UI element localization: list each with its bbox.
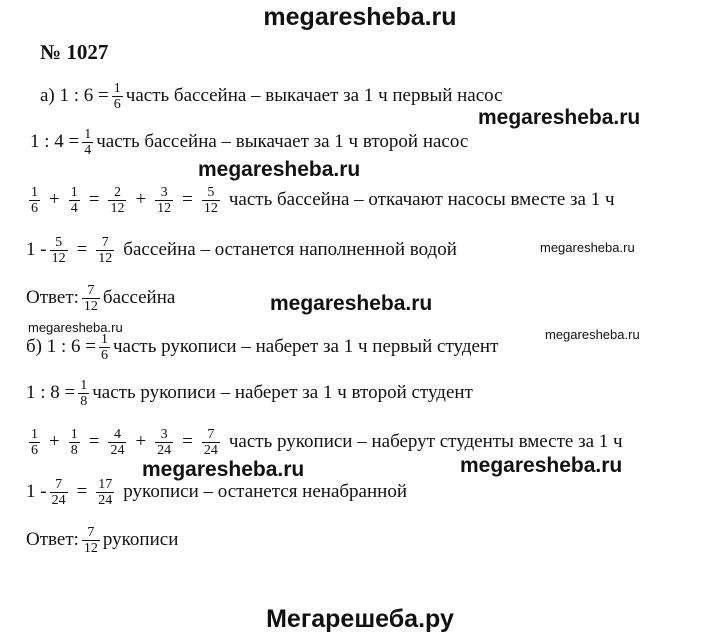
- part-b-answer: [26, 518, 178, 562]
- fraction: $\frac{4}{24}$: [110, 426, 125, 458]
- equals-sign: =: [182, 189, 193, 210]
- watermark: megaresheba.ru: [460, 454, 623, 477]
- site-footer-watermark: Мегарешеба.ру: [266, 605, 454, 633]
- fraction: $\frac{1}{6}$: [31, 426, 38, 458]
- part-a-line-4-text: бассейна – останется наполненной водой: [123, 239, 457, 260]
- fraction: $\frac{3}{24}$: [157, 426, 172, 458]
- part-a-line-2-prefix: 1 : 4 =: [30, 131, 80, 152]
- part-a-line-1-text: часть бассейна – выкачает за 1 ч первый насос: [125, 85, 503, 106]
- part-a-line-3: [26, 178, 615, 222]
- fraction: $\frac{2}{12}$: [110, 184, 125, 216]
- fraction: $\frac{1}{6}$: [31, 184, 38, 216]
- fraction: $\frac{1}{8}$: [70, 426, 78, 458]
- part-b-line-1-text: часть рукописи – наберет за 1 ч первый студент: [113, 336, 499, 357]
- fraction: $\frac{1}{6}$: [101, 331, 108, 363]
- watermark: megaresheba.ru: [478, 106, 641, 129]
- fraction: $\frac{3}{12}$: [157, 184, 172, 216]
- plus-sign: +: [49, 431, 60, 452]
- part-b-line-2-prefix: 1 : 8 =: [26, 382, 76, 403]
- equals-sign: =: [182, 431, 193, 452]
- part-b-line-3-text: часть рукописи – наберут студенты вместе за 1 ч: [228, 431, 623, 452]
- watermark: megaresheba.ru: [545, 327, 640, 342]
- answer-label: Ответ:: [26, 287, 79, 308]
- watermark: megaresheba.ru: [198, 158, 361, 181]
- equals-sign: =: [76, 481, 88, 502]
- problem-number: № 1027: [40, 40, 109, 64]
- plus-sign: +: [49, 189, 60, 210]
- part-a-line-3-text: часть бассейна – откачают насосы вместе за 1 ч: [228, 189, 615, 210]
- part-b-line-2-text: часть рукописи – наберет за 1 ч второй студент: [92, 382, 473, 403]
- answer-label: Ответ:: [26, 529, 79, 550]
- fraction: $\frac{1}{6}$: [113, 80, 121, 112]
- watermark: megaresheba.ru: [270, 292, 433, 315]
- watermark: megaresheba.ru: [28, 320, 123, 335]
- part-b-line-2: [26, 371, 473, 415]
- fraction: $\frac{1}{4}$: [70, 184, 78, 216]
- fraction: $\frac{7}{12}$: [83, 524, 98, 556]
- equals-sign: =: [88, 431, 100, 452]
- fraction: $\frac{7}{24}$: [203, 426, 218, 458]
- part-a-line-1-prefix: а) 1 : 6 =: [40, 85, 109, 106]
- watermark: megaresheba.ru: [142, 458, 305, 481]
- part-a-line-1: [40, 74, 503, 118]
- fraction: $\frac{7}{12}$: [83, 282, 98, 314]
- watermark: megaresheba.ru: [540, 240, 635, 255]
- fraction: $\frac{5}{12}$: [203, 184, 218, 216]
- fraction: $\frac{1}{4}$: [84, 126, 92, 158]
- fraction: $\frac{17}{24}$: [98, 476, 113, 508]
- part-b-line-4-prefix: 1 -: [26, 481, 47, 502]
- part-b-line-4-text: рукописи – останется ненабранной: [123, 481, 407, 502]
- part-b-answer-text: рукописи: [102, 529, 179, 550]
- plus-sign: +: [135, 189, 147, 210]
- part-a-answer-text: бассейна: [102, 287, 176, 308]
- equals-sign: =: [88, 189, 100, 210]
- part-a-line-4: [26, 228, 457, 272]
- equals-sign: =: [76, 239, 88, 260]
- part-a-line-4-prefix: 1 -: [26, 239, 47, 260]
- part-a-answer: [26, 276, 175, 320]
- fraction: $\frac{7}{12}$: [98, 234, 113, 266]
- site-header-watermark: megaresheba.ru: [263, 3, 457, 31]
- fraction: $\frac{7}{24}$: [51, 476, 66, 508]
- fraction: $\frac{1}{8}$: [80, 377, 88, 409]
- fraction: $\frac{5}{12}$: [51, 234, 66, 266]
- plus-sign: +: [135, 431, 147, 452]
- part-a-line-2-text: часть бассейна – выкачает за 1 ч второй насос: [96, 131, 469, 152]
- part-b-line-1-prefix: б) 1 : 6 =: [26, 336, 96, 357]
